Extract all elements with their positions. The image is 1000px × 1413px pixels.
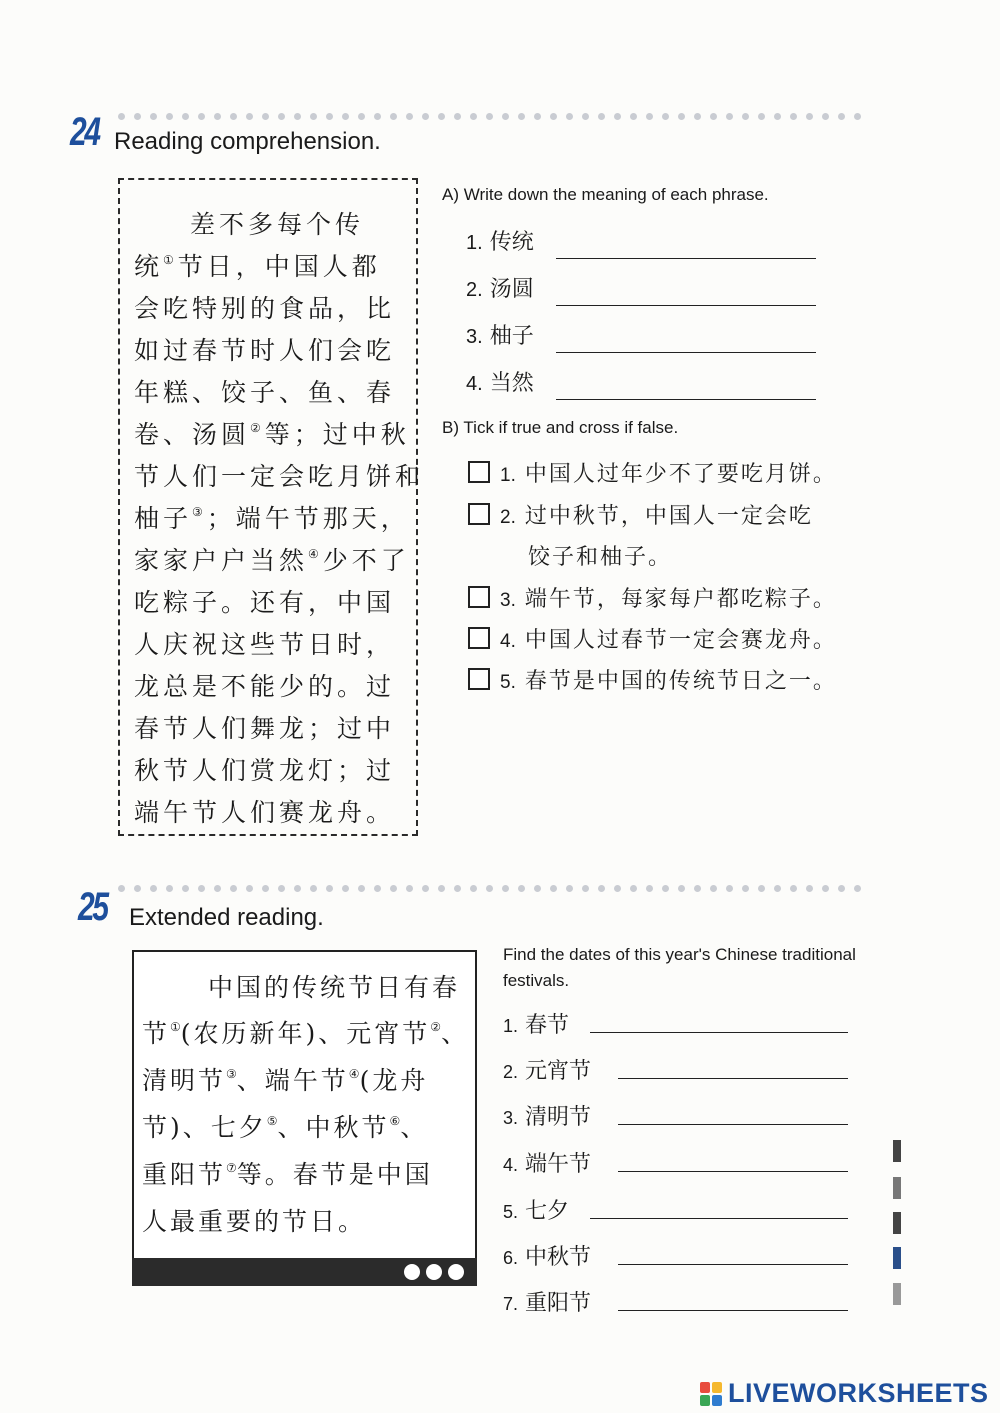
passage-text: 节 <box>142 1019 171 1048</box>
dot <box>230 885 237 892</box>
dot <box>534 113 541 120</box>
phrase-text: 柚子 <box>489 324 534 349</box>
page-edge-tab <box>893 1212 901 1234</box>
dot <box>790 113 797 120</box>
dot <box>566 113 573 120</box>
passage-text: 卷、汤圆 <box>134 420 251 449</box>
dot <box>774 113 781 120</box>
phrase-text: 当然 <box>489 371 534 396</box>
dot <box>294 113 301 120</box>
dot <box>806 885 813 892</box>
passage-text: ；端午节那天， <box>206 504 410 533</box>
footnote-marker: ③ <box>192 505 207 519</box>
dot <box>118 885 125 892</box>
liveworksheets-logo-text: LIVEWORKSHEETS <box>728 1378 989 1408</box>
dot <box>582 885 589 892</box>
phrase-number: 3. <box>466 326 483 348</box>
meaning-answer-field[interactable] <box>556 258 816 259</box>
passage-text: 重阳节 <box>142 1160 227 1189</box>
dot <box>582 113 589 120</box>
dot <box>182 113 189 120</box>
statement-text: 中国人过春节一定会赛龙舟。 <box>524 628 837 653</box>
part-b-heading: B) Tick if true and cross if false. <box>442 418 679 437</box>
dot <box>166 113 173 120</box>
dot <box>742 885 749 892</box>
phrase-text: 汤圆 <box>489 277 534 302</box>
passage-text: 清明节 <box>142 1066 227 1095</box>
passage-text: 春节人们舞龙；过中 <box>134 714 396 743</box>
passage-text: 如过春节时人们会吃 <box>134 336 396 365</box>
passage-text: 、 <box>400 1113 429 1142</box>
festival-name: 中秋节 <box>525 1245 592 1270</box>
dot <box>406 113 413 120</box>
dot <box>406 885 413 892</box>
dot <box>614 885 621 892</box>
passage-line <box>134 625 395 661</box>
footnote-marker: ② <box>250 421 265 435</box>
dot <box>518 885 525 892</box>
dot <box>422 113 429 120</box>
extended-passage-line <box>142 1155 433 1191</box>
festival-item <box>503 1240 591 1271</box>
true-false-checkbox[interactable] <box>468 627 490 649</box>
dot <box>518 113 525 120</box>
festival-date-answer-field[interactable] <box>590 1218 848 1219</box>
dot <box>758 113 765 120</box>
festival-date-answer-field[interactable] <box>590 1032 848 1033</box>
dot <box>598 113 605 120</box>
dot <box>310 113 317 120</box>
dot <box>854 885 861 892</box>
section-24-number: 24 <box>70 110 99 154</box>
statement-number: 1. <box>500 465 516 486</box>
festival-date-answer-field[interactable] <box>618 1078 848 1079</box>
festival-item <box>503 1286 591 1317</box>
passage-text: 龙总是不能少的。过 <box>134 672 396 701</box>
festival-date-answer-field[interactable] <box>618 1310 848 1311</box>
dot <box>758 885 765 892</box>
passage-line <box>134 793 395 829</box>
dot <box>790 885 797 892</box>
dot <box>614 113 621 120</box>
dot <box>358 885 365 892</box>
dot <box>486 885 493 892</box>
dot <box>854 113 861 120</box>
dot <box>822 885 829 892</box>
passage-text: 、端午节 <box>236 1066 349 1095</box>
decorative-dot-icon <box>448 1264 464 1280</box>
passage-line <box>134 541 410 577</box>
festival-question: Find the dates of this year's Chinese traditional festivals. <box>503 945 856 990</box>
page-edge-tab <box>893 1140 901 1162</box>
festival-name: 元宵节 <box>525 1059 592 1084</box>
dot <box>262 885 269 892</box>
dot <box>230 113 237 120</box>
footnote-marker: ① <box>163 253 178 267</box>
passage-line <box>134 583 395 619</box>
festival-item <box>503 1100 591 1131</box>
section-25-title: Extended reading. <box>129 904 324 931</box>
phrase-item <box>466 225 534 256</box>
festival-name: 端午节 <box>525 1152 592 1177</box>
footnote-marker: ① <box>170 1020 181 1034</box>
dot <box>246 113 253 120</box>
festival-item <box>503 1008 569 1039</box>
dot <box>182 885 189 892</box>
dot <box>454 885 461 892</box>
decorative-dot-icon <box>426 1264 442 1280</box>
passage-text: 少不了 <box>322 546 410 575</box>
passage-text: 节人们一定会吃月饼和 <box>134 462 425 491</box>
dot <box>838 885 845 892</box>
passage-text: (农历新年)、元宵节 <box>180 1019 431 1048</box>
dot <box>390 113 397 120</box>
passage-text: 会吃特别的食品，比 <box>134 294 396 323</box>
passage-line <box>134 667 395 703</box>
section-25-number: 25 <box>78 885 107 929</box>
statement-text: 春节是中国的传统节日之一。 <box>524 669 837 694</box>
statement-number: 2. <box>500 507 516 528</box>
dot <box>470 885 477 892</box>
meaning-answer-field[interactable] <box>556 399 816 400</box>
passage-text: 统 <box>134 252 164 281</box>
festival-item <box>503 1147 591 1178</box>
dot <box>646 113 653 120</box>
dot <box>342 113 349 120</box>
phrase-item <box>466 366 534 397</box>
festival-name: 春节 <box>525 1013 570 1038</box>
dot <box>566 885 573 892</box>
liveworksheets-logo <box>700 1378 989 1409</box>
dot <box>118 113 125 120</box>
passage-text: 家家户户当然 <box>134 546 309 575</box>
dot <box>710 113 717 120</box>
dot <box>694 885 701 892</box>
dot <box>198 885 205 892</box>
statement-number: 5. <box>500 672 516 693</box>
true-false-checkbox[interactable] <box>468 503 490 525</box>
extended-reading-box-footer <box>132 1258 477 1286</box>
part-a-heading: A) Write down the meaning of each phrase. <box>442 185 769 204</box>
festival-number: 1. <box>503 1016 519 1036</box>
footnote-marker: ⑥ <box>389 1114 401 1128</box>
dot <box>390 885 397 892</box>
dot <box>134 113 141 120</box>
extended-passage-line <box>208 968 460 1004</box>
extended-passage-line <box>142 1202 366 1238</box>
festival-number: 7. <box>503 1294 519 1314</box>
dot <box>150 885 157 892</box>
phrase-text: 传统 <box>489 230 534 255</box>
passage-text: 中国的传统节日有春 <box>208 973 461 1002</box>
statement-text: 端午节，每家每户都吃粽子。 <box>524 587 837 612</box>
passage-text: (龙舟 <box>359 1066 429 1095</box>
dot <box>374 885 381 892</box>
passage-text: 秋节人们赏龙灯；过 <box>134 756 396 785</box>
festival-date-answer-field[interactable] <box>618 1264 848 1265</box>
dot <box>486 113 493 120</box>
festival-name: 重阳节 <box>525 1291 592 1316</box>
dot <box>358 113 365 120</box>
passage-line <box>134 457 424 493</box>
dot <box>630 113 637 120</box>
page-edge-tab <box>893 1177 901 1199</box>
dot <box>838 113 845 120</box>
passage-text: 节日，中国人都 <box>177 252 381 281</box>
dot <box>806 113 813 120</box>
dot <box>214 885 221 892</box>
section-24-title: Reading comprehension. <box>114 128 381 155</box>
dot <box>166 885 173 892</box>
dot <box>246 885 253 892</box>
phrase-item <box>466 319 534 350</box>
dot <box>726 113 733 120</box>
extended-passage-line <box>142 1061 428 1097</box>
passage-line <box>134 751 395 787</box>
dot <box>822 113 829 120</box>
true-false-statement <box>500 582 837 613</box>
passage-line <box>134 415 410 451</box>
statement-number: 4. <box>500 631 516 652</box>
passage-text: 吃粽子。还有，中国 <box>134 588 396 617</box>
passage-line <box>134 289 395 325</box>
liveworksheets-logo-icon <box>700 1382 722 1406</box>
dot <box>630 885 637 892</box>
dot <box>662 113 669 120</box>
passage-text: 人最重要的节日。 <box>142 1207 367 1236</box>
dot <box>198 113 205 120</box>
dot <box>502 885 509 892</box>
page-edge-tab <box>893 1283 901 1305</box>
passage-line <box>134 499 410 535</box>
phrase-number: 4. <box>466 373 483 395</box>
true-false-statement <box>500 623 837 654</box>
festival-name: 七夕 <box>525 1199 570 1224</box>
dot <box>278 885 285 892</box>
dot <box>310 885 317 892</box>
dot <box>422 885 429 892</box>
passage-text: 、 <box>441 1019 470 1048</box>
true-false-checkbox[interactable] <box>468 668 490 690</box>
dot <box>326 885 333 892</box>
statement-text: 过中秋节，中国人一定会吃 <box>524 504 813 529</box>
dot <box>438 113 445 120</box>
dot <box>438 885 445 892</box>
true-false-checkbox[interactable] <box>468 586 490 608</box>
dot <box>550 113 557 120</box>
true-false-checkbox[interactable] <box>468 461 490 483</box>
festival-date-answer-field[interactable] <box>618 1171 848 1172</box>
passage-text: 年糕、饺子、鱼、春 <box>134 378 396 407</box>
dot <box>214 113 221 120</box>
dot <box>534 885 541 892</box>
extended-passage-line <box>142 1014 469 1050</box>
dot <box>678 885 685 892</box>
true-false-statement-continued <box>528 540 672 571</box>
statement-text: 饺子和柚子。 <box>528 545 673 570</box>
dot <box>278 113 285 120</box>
dot <box>726 885 733 892</box>
page-edge-tab <box>893 1247 901 1269</box>
footnote-marker: ⑤ <box>266 1114 278 1128</box>
meaning-answer-field[interactable] <box>556 305 816 306</box>
festival-number: 6. <box>503 1248 519 1268</box>
footnote-marker: ② <box>430 1020 442 1034</box>
dot <box>646 885 653 892</box>
passage-text: 、中秋节 <box>277 1113 390 1142</box>
festival-date-answer-field[interactable] <box>618 1124 848 1125</box>
festival-item <box>503 1054 591 1085</box>
dot <box>598 885 605 892</box>
passage-text: 柚子 <box>134 504 193 533</box>
festival-item <box>503 1194 569 1225</box>
dot <box>454 113 461 120</box>
passage-line <box>134 247 381 283</box>
passage-text: 等。春节是中国 <box>236 1160 433 1189</box>
dot <box>662 885 669 892</box>
passage-text: 等；过中秋 <box>264 420 410 449</box>
dot <box>470 113 477 120</box>
true-false-statement <box>500 499 813 530</box>
statement-text: 中国人过年少不了要吃月饼。 <box>524 462 837 487</box>
dot <box>262 113 269 120</box>
dot <box>134 885 141 892</box>
section-25-dot-rule <box>118 884 861 892</box>
dot <box>774 885 781 892</box>
passage-line <box>134 373 395 409</box>
passage-text: 人庆祝这些节日时， <box>134 630 396 659</box>
true-false-statement <box>500 457 837 488</box>
phrase-item <box>466 272 534 303</box>
festival-number: 5. <box>503 1202 519 1222</box>
dot <box>374 113 381 120</box>
footnote-marker: ④ <box>308 547 323 561</box>
phrase-number: 2. <box>466 279 483 301</box>
festival-number: 3. <box>503 1108 519 1128</box>
festival-number: 4. <box>503 1155 519 1175</box>
passage-line <box>134 331 395 367</box>
meaning-answer-field[interactable] <box>556 352 816 353</box>
dot <box>294 885 301 892</box>
passage-line <box>190 205 364 241</box>
true-false-statement <box>500 664 837 695</box>
phrase-number: 1. <box>466 232 483 254</box>
dot <box>678 113 685 120</box>
footnote-marker: ⑦ <box>226 1161 237 1175</box>
passage-text: 差不多每个传 <box>190 210 365 239</box>
decorative-dot-icon <box>404 1264 420 1280</box>
passage-text: 端午节人们赛龙舟。 <box>134 798 396 827</box>
dot <box>150 113 157 120</box>
dot <box>550 885 557 892</box>
extended-passage-line <box>142 1108 428 1144</box>
dot <box>502 113 509 120</box>
dot <box>742 113 749 120</box>
passage-line <box>134 709 395 745</box>
dot <box>710 885 717 892</box>
footnote-marker: ④ <box>348 1067 360 1081</box>
passage-text: 节)、七夕 <box>142 1113 267 1142</box>
statement-number: 3. <box>500 590 516 611</box>
dot <box>326 113 333 120</box>
festival-number: 2. <box>503 1062 519 1082</box>
dot <box>342 885 349 892</box>
section-24-dot-rule <box>118 112 861 120</box>
footnote-marker: ③ <box>226 1067 237 1081</box>
dot <box>694 113 701 120</box>
festival-name: 清明节 <box>525 1105 592 1130</box>
